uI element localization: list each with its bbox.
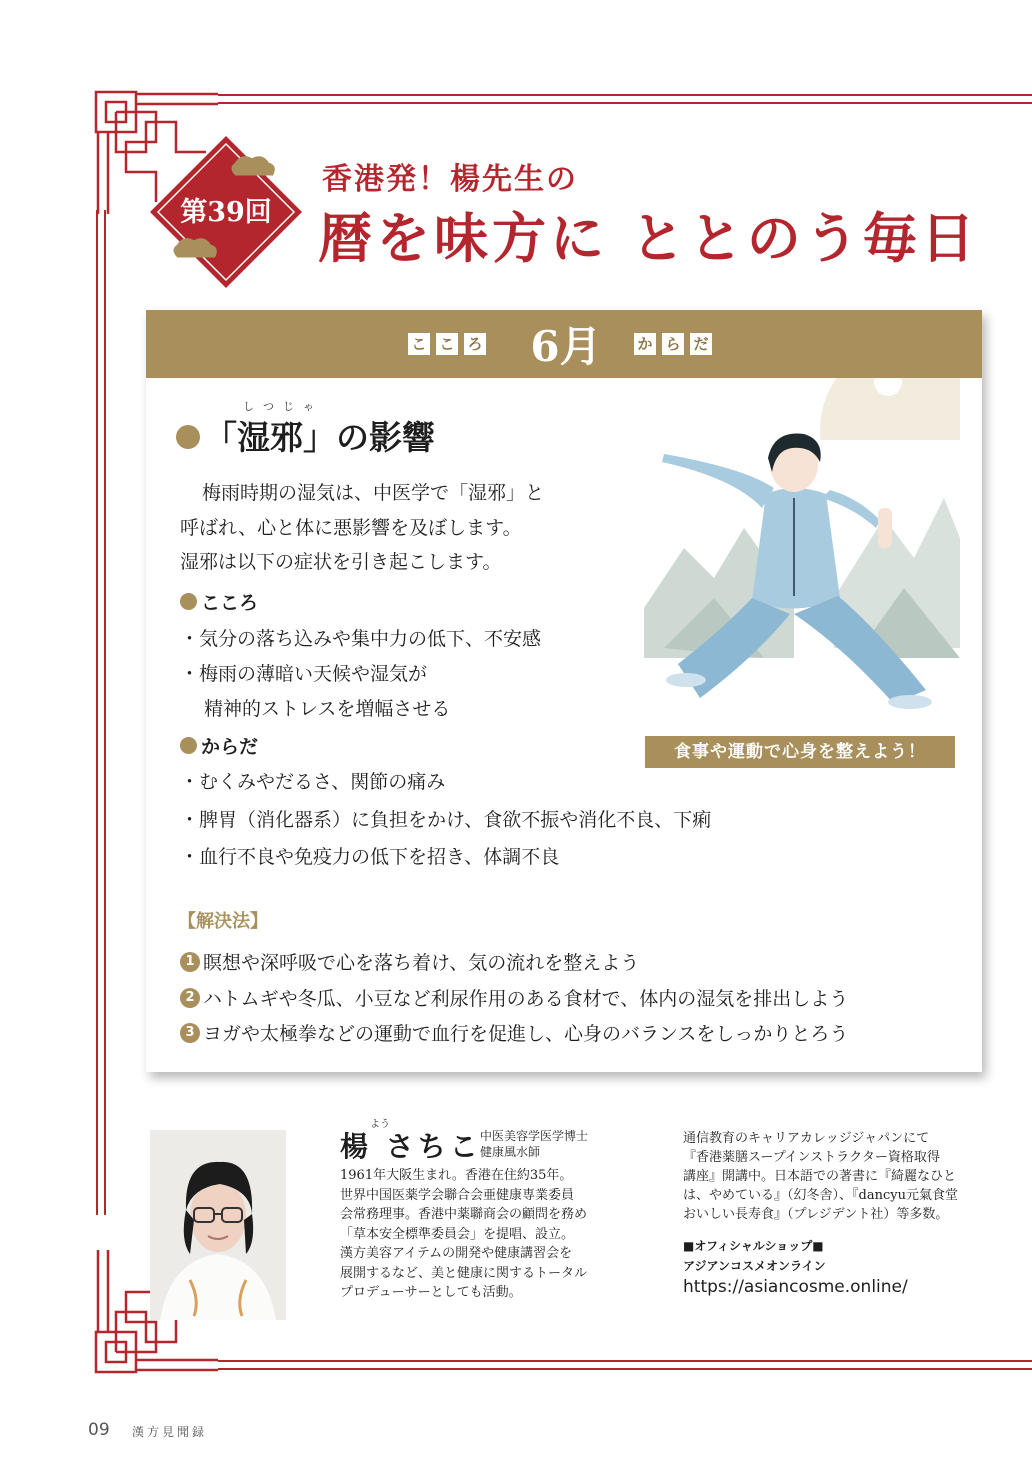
author-roles: 中医美容学医学博士 健康風水師 [480, 1129, 589, 1159]
karada-tag: か ら だ [628, 333, 718, 355]
kokoro-item: ・気分の落ち込みや集中力の低下、不安感 [180, 628, 542, 650]
solution-item: 1 瞑想や深呼吸で心を落ち着け、気の流れを整えよう [180, 948, 639, 975]
frame-top-border [218, 94, 1032, 104]
intro-line: 湿邪は以下の症状を引き起こします。 [180, 551, 502, 573]
shop-url-link[interactable]: https://asiancosme.online/ [683, 1277, 908, 1297]
karada-heading: からだ [180, 732, 258, 759]
bullet-dot-icon [180, 593, 197, 610]
name-ruby: よう [370, 1119, 390, 1130]
series-subtitle: 香港発！楊先生の [322, 162, 578, 197]
karada-item: ・脾胃（消化器系）に負担をかけ、食欲不振や消化不良、下痢 [180, 809, 712, 831]
solution-item: 2 ハトムギや冬瓜、小豆など利尿作用のある食材で、体内の湿気を排出しよう [180, 984, 848, 1011]
section-heading: 「湿邪」の影響 [176, 412, 435, 459]
illustration-caption: 食事や運動で心身を整えよう！ [645, 736, 955, 768]
kokoro-item: ・梅雨の薄暗い天候や湿気が [180, 663, 428, 685]
bullet-dot-icon [180, 737, 197, 754]
frame-bottom-border [218, 1360, 1032, 1370]
shop-name: アジアンコスメオンライン [683, 1259, 826, 1273]
page-number: 09 [88, 1420, 110, 1440]
heading-ruby: しつじゃ [243, 400, 323, 413]
solution-heading: 【解決法】 [178, 911, 268, 932]
month-label: 6月 [530, 322, 602, 371]
karada-item: ・むくみやだるさ、関節の痛み [180, 771, 446, 793]
magazine-name: 漢方見聞録 [132, 1425, 208, 1439]
solution-item: 3 ヨガや太極拳などの運動で血行を促進し、心身のバランスをしっかりとろう [180, 1019, 848, 1046]
karada-item: ・血行不良や免疫力の低下を招き、体調不良 [180, 846, 560, 868]
intro-line: 梅雨時期の湿気は、中医学で「湿邪」と [202, 482, 545, 504]
portrait-image [150, 1130, 286, 1320]
shop-heading: ■オフィシャルショップ■ [683, 1239, 824, 1253]
kokoro-item: 精神的ストレスを増幅させる [204, 698, 451, 720]
kokoro-tag: こ こ ろ [402, 333, 492, 355]
series-title: 暦を味方に ととのう毎日 [318, 206, 979, 270]
author-name: 楊 さちこ [340, 1130, 482, 1163]
intro-line: 呼ばれ、心と体に悪影響を及ぼします。 [180, 517, 522, 539]
bullet-dot-icon [176, 425, 200, 449]
tai-chi-illustration [644, 428, 960, 728]
frame-left-border [96, 210, 106, 1215]
author-books: 通信教育のキャリアカレッジジャパンにて 『香港薬膳スープインストラクター資格取得 講座』開講中。日本語での著書に『綺麗なひと は、やめている』（幻冬舎）、『dancyu元氣食堂 おいしい長寿食』（プレジデント社）等多数。 [683, 1131, 958, 1222]
issue-number: 第39回 [180, 197, 272, 228]
author-photo [150, 1130, 286, 1320]
kokoro-heading: こころ [180, 588, 258, 615]
author-bio: 1961年大阪生まれ。香港在住約35年。 世界中国医薬学会聯合会亜健康専業委員 会常務理事。香港中薬聯商会の顧問を務め 「草本安全標準委員会」を提唱、設立。 漢方美容アイテムの開発や健康講習会を 展開するなど、美と健康に関するトータル プロデューサーとしても活動。 [340, 1168, 588, 1300]
